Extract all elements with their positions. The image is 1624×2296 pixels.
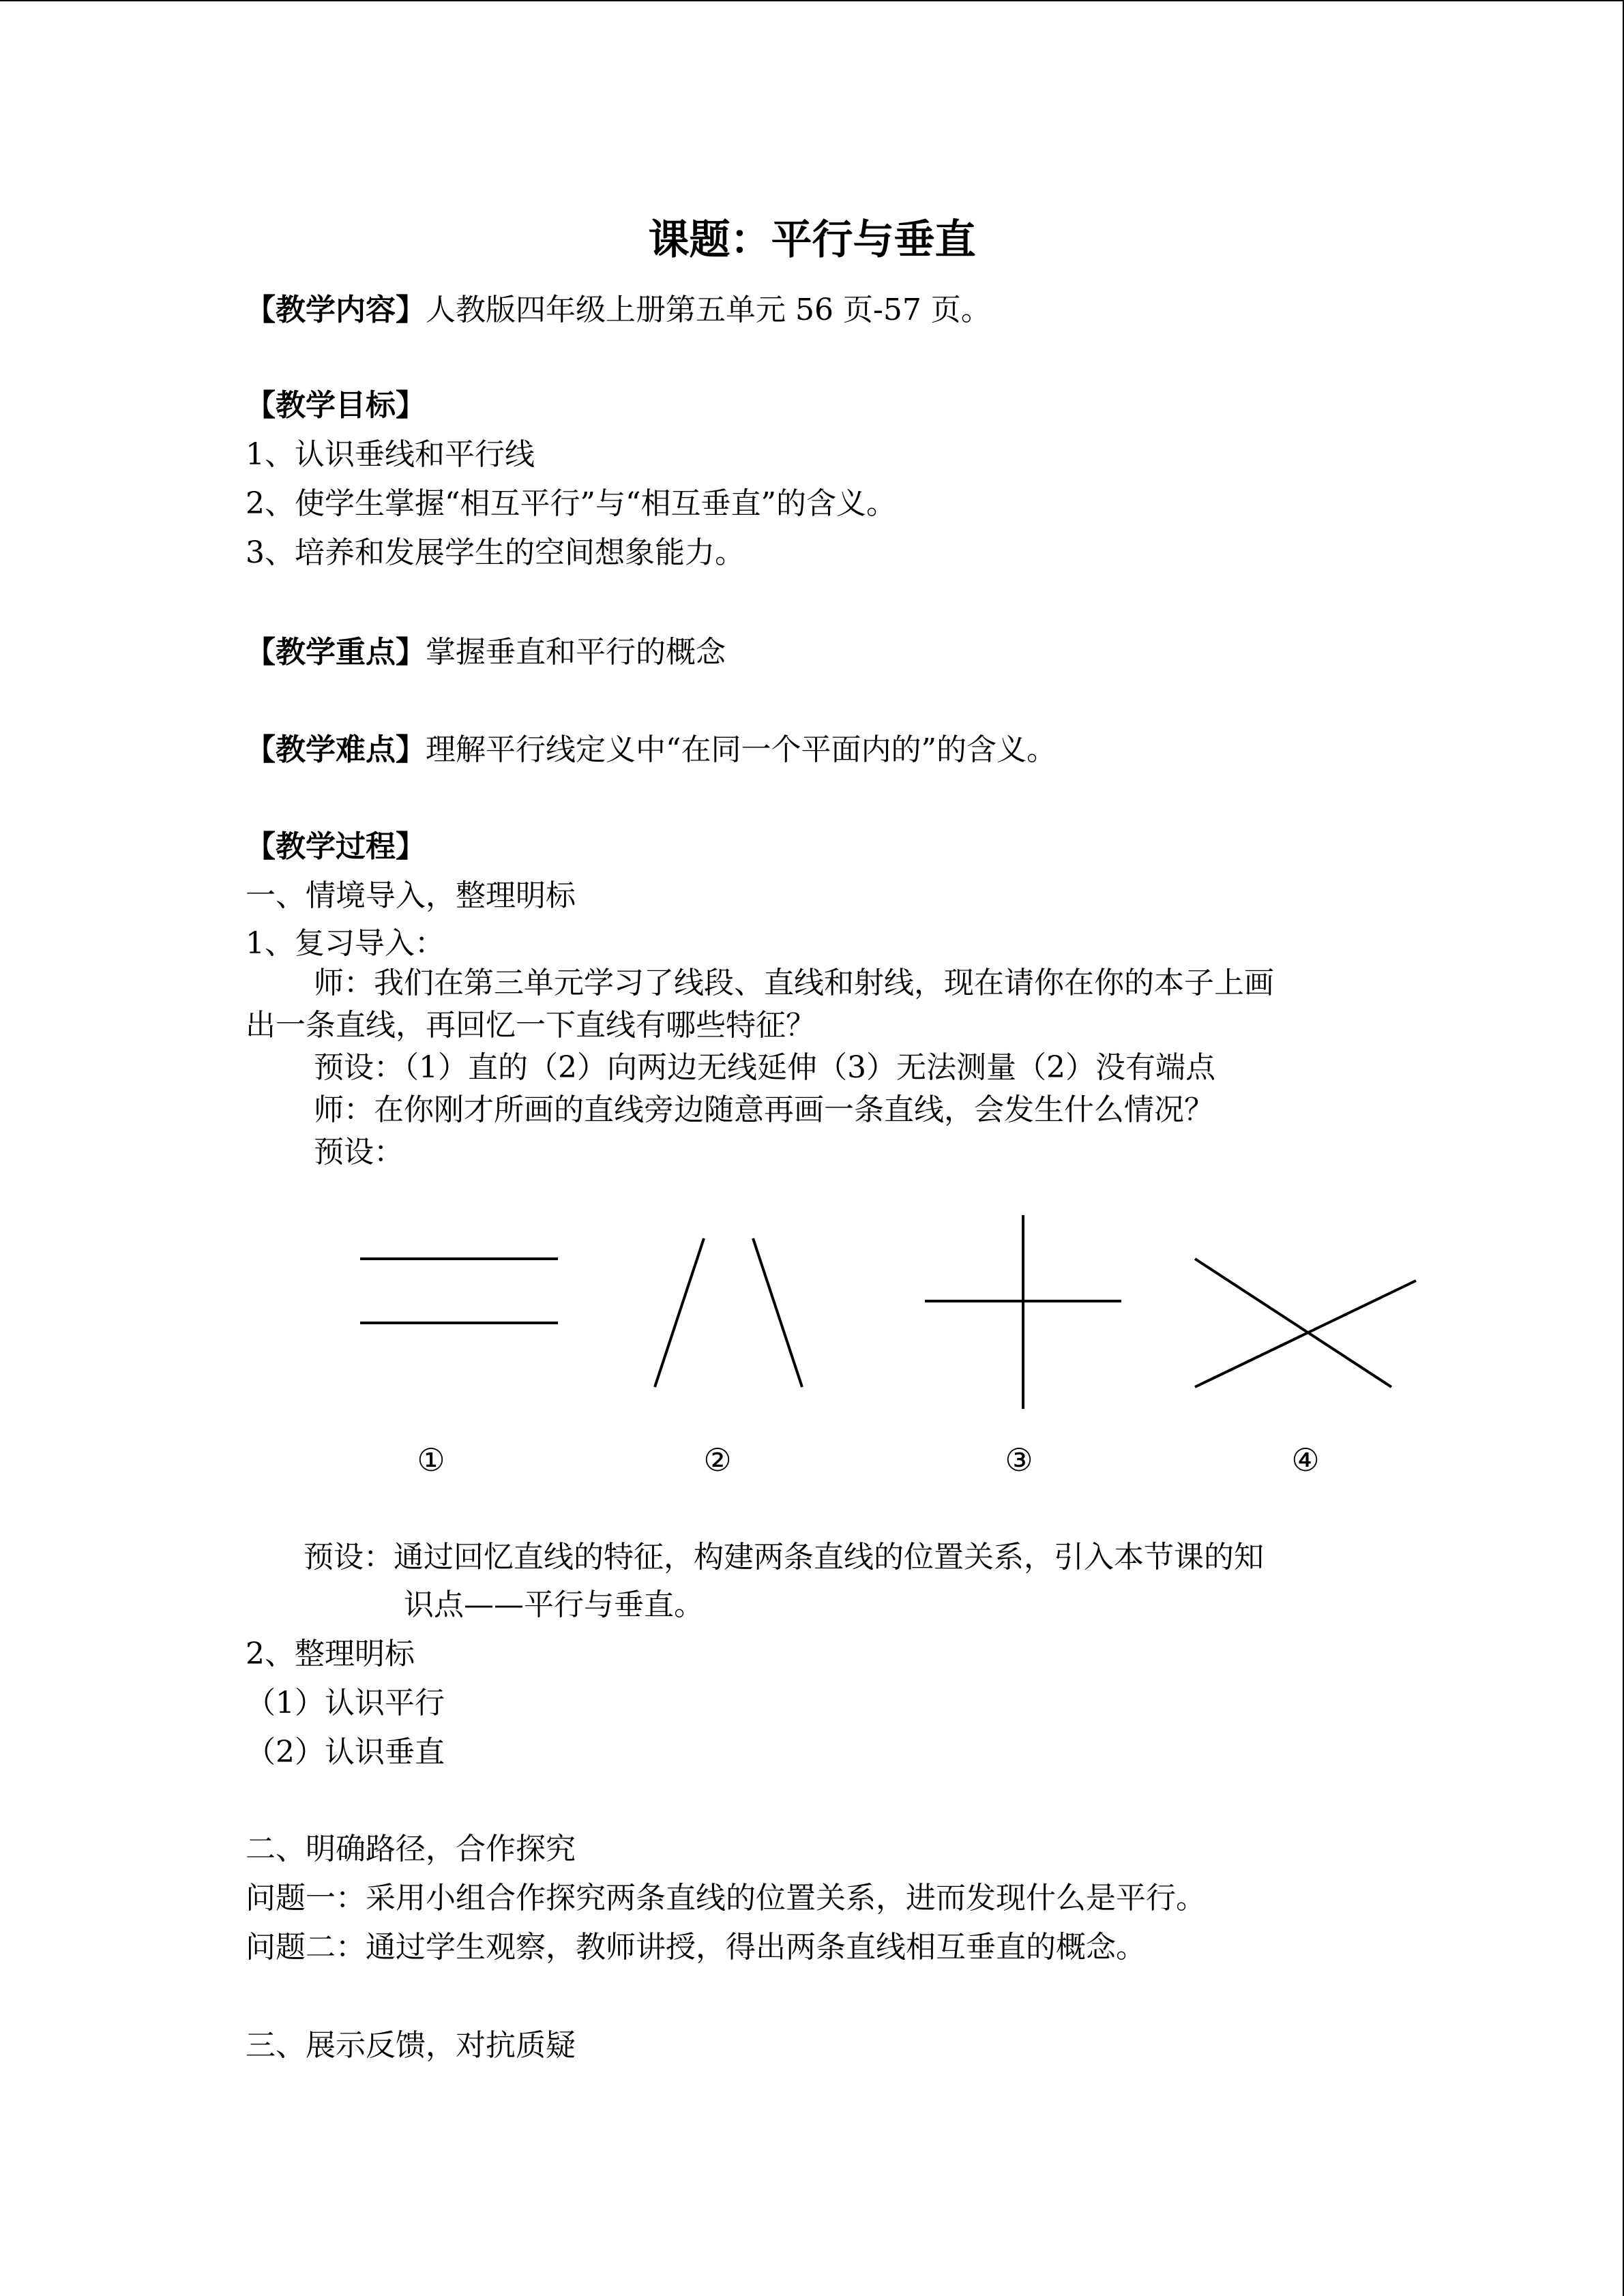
teaching-content-label: 【教学内容】: [246, 293, 426, 327]
figure-label-4: ④: [1291, 1442, 1320, 1478]
difficulty-label: 【教学难点】: [246, 732, 426, 767]
teacher-line-3: 师：在你刚才所画的直线旁边随意再画一条直线，会发生什么情况？: [314, 1092, 1214, 1127]
section2-title: 二、明确路径，合作探究: [246, 1832, 576, 1866]
goal-item-1: 1、认识垂线和平行线: [246, 437, 535, 472]
clarify-item-2: （2）认识垂直: [246, 1735, 445, 1770]
figure-label-2: ②: [703, 1442, 732, 1478]
difficulty-text: 理解平行线定义中“在同一个平面内的”的含义。: [426, 732, 1057, 767]
review-title: 1、复习导入：: [246, 926, 445, 961]
teaching-content-text: 人教版四年级上册第五单元 56 页-57 页。: [426, 293, 991, 327]
figure-3-perpendicular: [925, 1215, 1121, 1409]
section1-title: 一、情境导入，整理明标: [246, 878, 576, 913]
clarify-item-1: （1）认识平行: [246, 1686, 445, 1720]
goal-item-3: 3、培养和发展学生的空间想象能力。: [246, 535, 745, 570]
question-2: 问题二：通过学生观察，教师讲授，得出两条直线相互垂直的概念。: [246, 1930, 1146, 1965]
clarify-title: 2、整理明标: [246, 1637, 415, 1671]
section3-title: 三、展示反馈，对抗质疑: [246, 2028, 576, 2063]
preset-3-line-1: 预设：通过回忆直线的特征，构建两条直线的位置关系，引入本节课的知: [304, 1540, 1264, 1575]
teacher-line-2: 出一条直线，再回忆一下直线有哪些特征？: [246, 1008, 816, 1043]
figure-1-parallel: [360, 1259, 558, 1323]
goal-item-2: 2、使学生掌握“相互平行”与“相互垂直”的含义。: [246, 486, 896, 521]
key-point-label: 【教学重点】: [246, 635, 426, 670]
figure-label-3: ③: [1005, 1442, 1033, 1478]
page-title: 课题：平行与垂直: [648, 216, 976, 264]
question-1: 问题一：采用小组合作探究两条直线的位置关系，进而发现什么是平行。: [246, 1881, 1206, 1915]
figure-label-1: ①: [417, 1442, 445, 1478]
preset-1: 预设：（1）直的（2）向两边无线延伸（3）无法测量（2）没有端点: [314, 1050, 1215, 1085]
preset-3-line-2: 识点——平行与垂直。: [404, 1587, 704, 1622]
teacher-line-1: 师：我们在第三单元学习了线段、直线和射线，现在请你在你的本子上画: [314, 966, 1274, 1000]
figure-2-intersecting-lines: [655, 1238, 802, 1387]
process-label: 【教学过程】: [246, 829, 426, 864]
preset-2: 预设：: [314, 1135, 404, 1169]
figure-4-crossing: [1195, 1259, 1416, 1387]
teaching-goals-label: 【教学目标】: [246, 388, 426, 423]
key-point-text: 掌握垂直和平行的概念: [426, 635, 726, 670]
